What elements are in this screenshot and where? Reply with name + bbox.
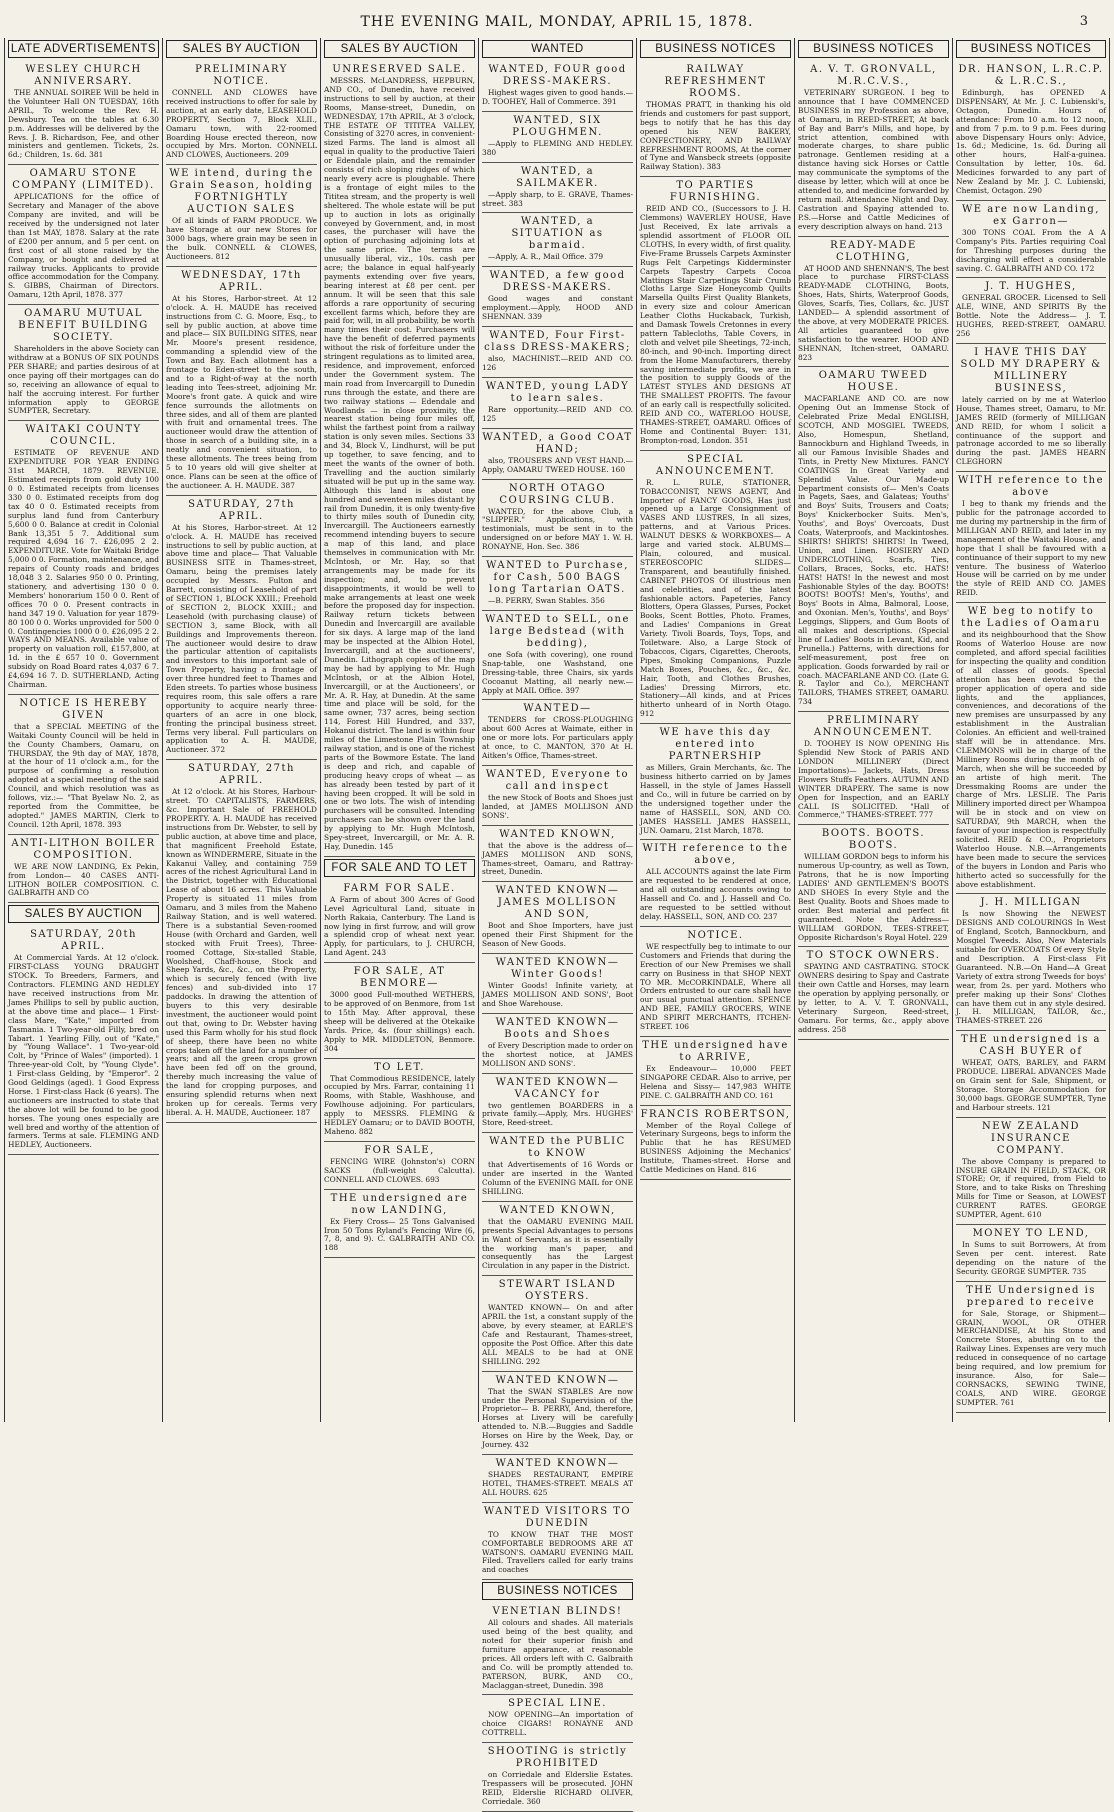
- ad-body: Member of the Royal College of Veterinary Surgeons, begs to inform the Public that he has RESUMED BUSINESS Adjoining the Mechanics' Institute, Thames-street. Horse and Cattle Medicines on Hand. 816: [640, 1120, 791, 1175]
- advertisement: [640, 61, 791, 177]
- ad-heading: WE intend, during the Grain Season, holding FORTNIGHTLY AUCTION SALES: [169, 168, 314, 216]
- ad-heading: OAMARU MUTUAL BENEFIT BUILDING SOCIETY.: [18, 308, 149, 344]
- advertisement: [482, 954, 633, 1014]
- advertisement: [482, 267, 633, 327]
- ad-heading: WE have this day entered into PARTNERSHIP: [659, 727, 772, 763]
- ad-body: Ex Endeavour— 10,000 FEET SINGAPORE CEDAR. Also to arrive, per Helena and Sissy— 147,983 WHITE PINE. C. GALBRAITH AND CO. 161: [640, 1063, 791, 1100]
- advertisement: [798, 825, 949, 947]
- ad-heading: WANTED KNOWN—VACANCY for: [495, 1076, 620, 1100]
- ad-heading: J. H. MILLIGAN: [980, 897, 1082, 909]
- ad-heading: WANTED—: [523, 703, 592, 715]
- advertisement: [956, 201, 1106, 279]
- column-subheader: BUSINESS NOTICES: [482, 1582, 633, 1600]
- column-2: [162, 38, 320, 1422]
- ad-body: MESSRS. McLANDRESS, HEPBURN, AND CO., of Dunedin, have received instructions to sell by auction, at their Rooms, Manse-street, Dunedin, on WEDNESDAY, 17th APRIL, At 3 o'clock, THE ESTATE OF TITITEA VALLEY, Consisting of 3270 acres, in convenient-sized Farms. The land is almost all equal in quality to the productive Taieri or Edendale plain, and the remainder consists of rich sloping ridges of which nearly every acre is ploughable. There is a frontage of eight miles to the Tititea stream, and the property is well sheltered. The whole estate will be put up to auction in lots as originally conveyed by Government, and, in most cases, the purchaser will have the option of purchasing adjoining lots at the same price. The terms are unusually liberal, viz., 10s. cash per acre; the balance in equal half-yearly payments extending over five years, bearing interest at £8 per cent. per annum. It will be seen that this sale affords a rare opportunity of securing excellent farms which, before they are paid for, will, in all probability, be worth many times their cost. Purchasers will have the benefit of deferred payments without the risk of forfeiture under the stringent regulations as to limited area, residence, and improvement, enforced under the Government system. The main road from Invercargill to Dunedin runs through the estate, and there are two railway stations — Edendale and Woodlands — in close proximity, the nearest station being four miles off, whilst the farthest point from a railway station is only seven miles. Sections 33 and 34, Block V., Lindhurst, will be put up together, to save fencing, and to meet the wants of the owner of both. Travelling and the auction similarly situated will be put up in the same way. Although this land is about one hundred and seventeen miles distant by rail from Dunedin, it is only twenty-five to thirty miles south of Dunedin city, Invercargill. The Auctioneers earnestly recommend intending buyers to secure a map of this land, and place themselves in communication with Mr. McIntosh, or Mr. Hay, so that arrangements may be made for its inspection; and, to prevent disappointments, it would be well to make arrangements at least one week before the proposed day for inspection. Railway return tickets between Dunedin and Invercargill are available for six days. A large map of the land may be inspected at the Albion Hotel, Invercargill, and at the auctioneers', Dunedin. Lithograph copies of the map may be had by applying to Mr. Hugh McIntosh, or at the Albion Hotel, Invercargill, or at the Auctioneers', or Mr. A. R. Hay, at Dunedin. At the same time and place will be sold, for the same owner, 737 acres, being section 114, Forest Hill Hundred, and 337, Hokanui district. The land is within four miles of the Limestone Plain Township railway station, and is one of the richest parts of the Bowmore Estate. The land is deep and rich, and capable of producing heavy crops of wheat — as has already been tested by part of it having been cropped. It will be sold in one or two lots. The wish of intending purchasers will be consulted. Intending purchasers can be shown over the land by applying to Mr. Hugh McIntosh, Spey-street, Invercargill, or Mr. A. R. Hay, Dunedin. 145: [324, 76, 475, 851]
- advertisement: [482, 557, 633, 611]
- advertisement: [482, 611, 633, 701]
- advertisement: [8, 695, 159, 835]
- ad-body: At his Stores, Harbor-street. At 12 o'clock. A. H. MAUDE has received instructions from C. G. Moore, Esq., to sell by public auction, at above time and place— SIX BUILDING SITES, near Mr. Moore's present residence, commanding a splendid view of the Town and Bay. Each allotment has a frontage to Eden-street to the south, and to a Right-of-way at the north leading into Tees-street, adjoining Mr. Moore's front gate. A quick and wire fence surrounds the allotments on three sides, and all of them are planted with fruit and ornamental trees. The auctioneer would draw the attention of those in search of a building site, in a neatly and convenient situation, to these allotments. The trees being from 5 to 10 years old will give shelter at once. Plans can be seen at the office of the auctioneer. A. H. MAUDE. 387: [166, 293, 317, 490]
- ad-body: At Commercial Yards. At 12 o'clock. FIRST-CLASS YOUNG DRAUGHT STOCK. To Breeders, Farmers, and Contractors. FLEMING AND HEDLEY have received instructions from Mr. James Phillips to sell by public auction, at the above time and place— 1 First-class Mare, "Kate," imported from Tasmania. 1 Two-year-old Filly, bred on Tabart. 1 Yearling Filly, out of "Kate," by "Young Wallace". 1 Two-year-old Colt, by "Prince of Wales" (imported). 1 Three-year-old Colt, by "Young Clyde". 1 First-class Gelding, by "Emperor". 2 Good Geldings (aged). 1 Good Express Horse. 1 First-class Hack (6 years). The auctioneers are instructed to state that the above lot will be found to be good horses. The young ones especially are well bred and worthy of the attention of farmers. Terms at sale. FLEMING AND HEDLEY, Auctioneers.: [8, 953, 159, 1150]
- ad-heading: SATURDAY, 27th APRIL.: [188, 498, 295, 522]
- column-header: WANTED: [482, 40, 633, 58]
- ad-heading: SPECIAL LINE.: [508, 1698, 607, 1710]
- ad-heading: THE undersigned have to ARRIVE,: [642, 1039, 789, 1063]
- column-6: [794, 38, 952, 1422]
- ad-heading: WANTED to Purchase, for Cash, 500 BAGS long Tartarian OATS.: [486, 560, 629, 596]
- advertisement: [956, 603, 1106, 894]
- ad-body: —Apply sharp, to E. GRAVE, Thames-street. 383: [482, 189, 633, 208]
- advertisement: [798, 61, 949, 237]
- ad-body: two gentlemen BOARDERS in a private family.—Apply, Mrs. HUGHES' Store, Reed-street.: [482, 1100, 633, 1128]
- ad-body: Winter Goods! Infinite variety, at JAMES MOLLISON AND SONS', Boot and Shoe Warehouse.: [482, 981, 633, 1008]
- masthead: [0, 0, 1114, 36]
- column-header: BUSINESS NOTICES: [956, 40, 1106, 58]
- ad-heading: I HAVE THIS DAY SOLD MY DRAPERY & MILLINERY BUSINESS,: [960, 346, 1102, 394]
- advertisement: [166, 165, 317, 267]
- ad-body: Edinburgh, has OPENED A DISPENSARY, At Mr. J. C. Lubienski's, Octagon, Dunedin. Hours of attendance: From 10 a.m. to 12 noon, and from 7 p.m. to 9 p.m. Fees during above Dispensary Hours only: Advice, 1s. 6d.; Medicine, 1s. 6d. During all other hours, Half-a-guinea. Consultation by letter, 10s. 6d. Medicines forwarded to any part of New Zealand by Mr. J. C. Lubienski, Chemist, Octagon. 290: [956, 88, 1106, 195]
- ad-heading: SPECIAL ANNOUNCEMENT.: [655, 453, 776, 477]
- ad-body: Of all kinds of FARM PRODUCE. We have Storage at our new Stores for 3000 bags, where grain may be seen in the bulk. CONNELL & CLOWES, Auctioneers. 812: [166, 216, 317, 261]
- ad-body: That Commodious RESIDENCE, lately occupied by Mrs. Farrar, containing 11 Rooms, with Stable, Washhouse, and Fowlhouse adjoining. For particulars, apply to MESSRS. FLEMING & HEDLEY Oamaru; or to DAVID BOOTH, Maheno. 882: [324, 1073, 475, 1136]
- ad-heading: VENETIAN BLINDS!: [492, 1606, 623, 1618]
- ad-heading: READY-MADE CLOTHING,: [830, 239, 917, 263]
- ad-heading: WITH reference to the above,: [642, 843, 789, 867]
- ad-heading: NOTICE IS HEREBY GIVEN: [19, 697, 148, 721]
- ad-heading: FRANCIS ROBERTSON,: [640, 1108, 791, 1120]
- advertisement: [956, 1282, 1106, 1413]
- advertisement: [640, 724, 791, 840]
- advertisement: [8, 165, 159, 305]
- ad-heading: PRELIMINARY ANNOUNCEMENT.: [813, 715, 934, 739]
- ad-body: Rare opportunity.—REID AND CO. 125: [482, 404, 633, 423]
- ad-heading: WANTED, SIX PLOUGHMEN.: [512, 114, 603, 138]
- ad-heading: WE beg to notify to the Ladies of Oamaru: [961, 606, 1101, 630]
- ad-body: WANTED, for the above Club, a "SLIPPER." Applications, with testimonials, must be sent in to the undersigned on or before MAY 1. W. H. RONAYNE, Hon. Sec. 386: [482, 506, 633, 552]
- ad-body: WE ARE NOW LANDING, Ex Pekin, from London— 40 CASES ANTI-LITHON BOILER COMPOSITION. C. GALBRAITH AND CO: [8, 861, 159, 898]
- advertisement: [798, 947, 949, 1039]
- advertisement: [166, 760, 317, 1123]
- ad-heading: TO STOCK OWNERS.: [806, 950, 941, 962]
- advertisement: [640, 927, 791, 1037]
- ad-heading: WANTED, Everyone to call and inspect: [485, 769, 630, 792]
- advertisement: [324, 963, 475, 1058]
- ad-body: WILLIAM GORDON begs to inform his numerous Up-country, as well as Town, Patrons, that he is now Importing LADIES' AND GENTLEMEN'S BOOTS AND SHOES In every Style and the Best Quality. Boots and Shoes made to order. Best material and perfect fit guaranteed. Note the Address— WILLIAM GORDON, TEES-STREET, Opposite Richardson's Royal Hotel. 229: [798, 852, 949, 942]
- ad-body: on Corriedale and Elderslie Estates. Trespassers will be prosecuted. JOHN REID, Elderslie RICHARD OLIVER, Corriedale. 360: [482, 1770, 633, 1806]
- advertisement: [640, 177, 791, 450]
- ad-heading: A. V. T. GRONVALL, M.R.C.V.S.,: [810, 64, 937, 87]
- ad-heading: WEDNESDAY, 17th APRIL.: [181, 269, 302, 293]
- ad-heading: WANTED, a Good COAT HAND;: [482, 431, 633, 455]
- ad-body: —Apply to FLEMING AND HEDLEY. 380: [482, 138, 633, 157]
- advertisement: [8, 421, 159, 694]
- ad-heading: WANTED the PUBLIC to KNOW: [489, 1136, 626, 1160]
- advertisement: [482, 1133, 633, 1202]
- advertisement: [482, 1202, 633, 1276]
- ad-heading: FOR SALE,: [364, 1144, 435, 1156]
- ad-heading: WANTED, FOUR good DRESS-MAKERS.: [488, 64, 627, 87]
- advertisement: [8, 835, 159, 904]
- ad-body: GENERAL GROCER. Licensed to Sell ALE, WINE, AND SPIRITS By the Bottle. Note the Address— J. T. HUGHES, REED-STREET, OAMARU. 256: [956, 293, 1106, 339]
- advertisement: [482, 429, 633, 480]
- advertisement: [324, 880, 475, 963]
- advertisement: [956, 1118, 1106, 1225]
- ad-body: R. L. RULE, STATIONER, TOBACCONIST, NEWS AGENT, And Importer of FANCY GOODS, Has just opened up a Large Consignment of VASES AND LUSTRES, In all sizes, patterns, and at Various Prices. WALNUT DESKS & WORKBOXES— A large and varied stock. ALBUMS— Plain, coloured, and musical. STEREOSCOPIC SLIDES— Transparent, and beautifully finished. CABINET PHOTOS Of illustrious men and celebrities, and of the latest fashionable actors. Papeteries, Fancy Blotters, Opera Glasses, Purses, Pocket Books, Scent Bottles, Photo. Frames, and Ladies' Companions in Great Variety. Tivoli Boards, Toys, Tops, and Toiletware. Also, a Large Stock of Tobaccos, Cigars, Cigarettes, Cheroots, Pipes, Smoking Companions, Puzzle Match Boxes, Pouches, &c., &c., &c. Hair, Tooth, and Clothes Brushes, Ladies' Dressing Mirrors, etc. Stationery—All kinds, and at Prices hitherto unheard of in North Otago. 912: [640, 477, 791, 719]
- ad-heading: TO PARTIES FURNISHING.: [669, 180, 762, 204]
- ad-body: APPLICATIONS for the office of Secretary and Manager of the above Company are invited, and will be received by the undersigned not later than 1st MAY, 1878. Salary at the rate of £200 per annum, and 5 per cent. on first cost of all stone raised by the Company, or bought and delivered at railway trucks. Applicants to provide office accommodation for the Company. S. GIBBS, Chairman of Directors. Oamaru, 12th April, 1878. 377: [8, 192, 159, 300]
- ad-heading: DR. HANSON, L.R.C.P. & L.R.C.S.,: [958, 64, 1104, 87]
- newspaper-title: THE EVENING MAIL, MONDAY, APRIL 15, 1878.: [360, 14, 754, 30]
- ad-body: D. TOOHEY IS NOW OPENING His Splendid New Stock of PARIS AND LONDON MILLINERY (Direct Importations)— Jackets, Hats, Dress Flowers Stuffs Feathers. AUTUMN AND WINTER DRAPERY. The same is now Open for Inspection, and an EARLY CALL IS SOLICITED. "Hall of Commerce," THAMES-STREET. 777: [798, 739, 949, 820]
- ad-heading: WANTED KNOWN,: [499, 1204, 616, 1216]
- ad-body: —Apply, A. R., Mail Office. 379: [488, 252, 604, 262]
- ad-heading: OAMARU STONE COMPANY (LIMITED).: [12, 168, 155, 192]
- ad-heading: UNRESERVED SALE.: [332, 64, 467, 75]
- advertisement: [482, 1695, 633, 1743]
- ad-heading: WANTED KNOWN—JAMES MOLLISON AND SON,: [495, 885, 620, 921]
- ad-body: THOMAS PRATT, in thanking his old friends and customers for past support, begs to notify that he has this day opened his NEW BAKERY, CONFECTIONERY, AND RAILWAY REFRESHMENT ROOMS, At the corner of Tyne and Wansbeck streets (opposite Railway Station). 383: [640, 100, 791, 172]
- advertisement: [482, 1503, 633, 1581]
- column-header: BUSINESS NOTICES: [798, 40, 949, 58]
- ad-heading: SATURDAY, 27th APRIL.: [188, 763, 295, 787]
- ad-body: lately carried on by me at Waterloo House, Thames street, Oamaru, to Mr. JAMES REID (formerly of MILLIGAN AND REID, for whom I solicit a continuance of the support and patronage accorded to me so liberally during the past. JAMES HEARN CLEGHORN: [956, 394, 1106, 467]
- advertisement: [482, 1372, 633, 1455]
- advertisement: [482, 61, 633, 112]
- column-header: SALES BY AUCTION: [324, 40, 475, 58]
- advertisement: [482, 1074, 633, 1134]
- advertisement: [324, 61, 475, 857]
- ad-body: NOW OPENING—An importation of choice CIGARS! RONAYNE AND COTTRELL.: [482, 1710, 633, 1738]
- ad-heading: WANTED, a few good DRESS-MAKERS.: [489, 270, 626, 294]
- advertisement: [482, 1014, 633, 1074]
- advertisement: [482, 700, 633, 766]
- ad-heading: TO LET.: [374, 1061, 425, 1073]
- ad-heading: WANTED, young LADY to learn sales.: [485, 380, 630, 404]
- ad-body: WANTED KNOWN— On and after APRIL the 1st, a constant supply of the above, by every steamer, at EARLE'S Cafe and Restaurant, Thames-street, opposite the Post Office. After this date ALL MEALS to be had at ONE SHILLING. 292: [482, 1303, 633, 1366]
- advertisement: [482, 826, 633, 883]
- ad-body: ESTIMATE OF REVENUE AND EXPENDITURE FOR YEAR ENDING 31st MARCH, 1879. REVENUE. Estimated receipts from gold duty 100 0 0. Estimated receipts from licenses 330 0 0. Estimated receipts from dog tax 40 0 0. Estimated receipts from surplus land fund from Canterbury 5,600 0 0. Balance at credit in Colonial Bank 13,351 5 7. Additional sum required 4,694 16 7. £26,095 2 2. EXPENDITURE. Vote for Waitaki Bridge 5,000 0 0. Formation, maintenance, and repairs of County roads and bridges 18,048 3 2. Salaries 950 0 0. Printing, stationery, and advertising 130 0 0. Members' honorarium 150 0 0. Rent of offices 70 0 0. Present contracts in hand 347 19 0. Valuation for year 1879-80 100 0 0. Works unprovided for 500 0 0. Contingencies 1000 0 0. £26,095 2 2. WAYS AND MEANS. Available value of property on valuation roll, £157,800, at 1d. in the £ 657 10 0. Government subsidy on Road Board rates 4,037 6 7. £4,694 16 7. D. SUTHERLAND, Acting Chairman.: [8, 448, 159, 689]
- advertisement: [482, 882, 633, 954]
- ad-heading: WANTED VISITORS TO DUNEDIN: [483, 1505, 632, 1529]
- advertisement: [956, 61, 1106, 201]
- ad-body: for Sale, Storage, or Shipment— GRAIN, WOOL, OR OTHER MERCHANDISE, At his Stone and Concrete Stores, abutting on to the Railway Lines. Expenses are very much reduced in consequence of no cartage being required, and low premium for insurance. Also, for Sale— CORNSACKS, SEWING TWINE, COALS, AND WIRE. GEORGE SUMPTER. 761: [956, 1308, 1106, 1407]
- ad-body: Ex Fiery Cross— 25 Tons Galvanised Iron 50 Tons Ryland's Fencing Wire (6, 7, 8, and 9). C. GALBRAITH AND CO. 188: [324, 1216, 475, 1253]
- advertisement: [482, 766, 633, 826]
- ad-heading: PRELIMINARY NOTICE.: [195, 64, 288, 87]
- ad-body: that the above is the address of—JAMES MOLLISON AND SONS, Thames-street, Oamaru, and Rattray-street, Dunedin.: [482, 840, 633, 877]
- ad-body: AT HOOD AND SHENNAN'S, The best place to purchase FIRST-CLASS READY-MADE CLOTHING, Boots, Shoes, Hats, Shirts, Waterproof Goods, Gloves, Scarfs, Ties, Collars, &c. JUST LANDED— A splendid assortment of the above, at very MODERATE PRICES. All articles guaranteed to give satisfaction to the wearer. HOOD AND SHENNAN, Itchen-street, OAMARU. 823: [798, 263, 949, 362]
- ad-heading: NOTICE.: [687, 929, 744, 941]
- advertisement: [640, 451, 791, 724]
- ad-heading: WANTED, Four First-class DRESS-MAKERS;: [484, 330, 631, 354]
- column-1: [4, 38, 162, 1422]
- ad-heading: OAMARU TWEED HOUSE.: [818, 370, 929, 394]
- advertisement: [8, 305, 159, 421]
- ad-body: Boot and Shoe Importers, have just opened their First Shipment for the Season of New Goods.: [482, 921, 633, 949]
- ad-heading: THE Undersigned is prepared to receive: [966, 1284, 1096, 1308]
- ad-body: the new Stock of Boots and Shoes just landed, at JAMES MOLLISON AND SONS'.: [482, 793, 633, 820]
- ad-heading: NORTH OTAGO COURSING CLUB.: [499, 482, 616, 506]
- ad-body: MACFARLANE AND CO. are now Opening Out an Immense Stock of Celebrated Prize Medal ENGLISH, SCOTCH, AND MOSGIEL TWEEDS, Also, Homespun, Shetland, Bannockburn and Highland Tweeds, in all our Famous Invisible Shades and Tints, in Pretty New Mixtures. FANCY COATINGS In Great Variety and Splendid Value. Our Made-up Department consists of— Men's Coats in Pagets, Saes, and Galateas; Youths' and Boys' Suits, Trousers and Coats; Boys' Knickerbocker Suits. Men's, Youths', and Boys' Overcoats, Dust Coats, Waterproofs, and Mackintoshes. SHIRTS! SHIRTS! SHIRTS! In Tweed, Union, and Linen. HOSIERY AND UNDERCLOTHING, Scarfs, Ties, Collars, Braces, Socks, etc. HATS! HATS! HATS! In the newest and most Fashionable Styles of the day. BOOTS! BOOTS! BOOTS! Men's, Youths', and Boys' Boots in Alma, Balmoral, Loose, and Oxonian. Men's, Youths', and Boys' Leggings, Slippers, and Gum Boots of all makes and descriptions. (Special line of Ladies' Boots in Levant, Kid, and Prunella.) Patterns, with directions for self-measurement, post free on application. Goods forwarded by rail or coach. MACFARLANE AND CO. (Late G. R. Taylor and Co.), MERCHANT TAILORS, THAMES STREET, OAMARU. 734: [798, 394, 949, 707]
- ad-body: 300 TONS COAL From the A A Company's Pits. Parties requiring Coal for Threshing purposes during the discharging will effect a considerable saving. C. GALBRAITH AND CO. 172: [956, 227, 1106, 273]
- ad-heading: WANTED to SELL, one large Bedstead (with bedding),: [485, 613, 630, 649]
- advertisement: [166, 61, 317, 165]
- ad-heading: WANTED KNOWN—Boots and Shoes: [495, 1016, 620, 1040]
- advertisement: [482, 327, 633, 378]
- advertisement: [324, 1142, 475, 1190]
- ad-body: and its neighbourhood that the Show Rooms of Waterloo House are now completed, and afford special facilities for inspecting the quality and condition of all classes of goods. Special attention has been devoted to the proper application of opera and side lights, and the appliances, conveniences, and decorations of the new premises are unsurpassed by any establishment in the Australian Colonies. An efficient and well-trained staff will be in attendance. Mrs. CLEMMONS will be in charge of the Millinery Rooms during the month of March, when she will be succeeded by an artiste of high merit. The Dressmaking Rooms are under the charge of Mrs. LESLIE. The Paris Millinery imported direct per Whampoa will be in stock and on view on SATURDAY, 9th MARCH, when the favour of your inspection is respectfully solicited. REID & CO., Proprietors Waterloo House. N.B.—Arrangements have been made to secure the services of the buyers in London and Paris who hitherto acted so successfully for the above establishment.: [956, 630, 1106, 889]
- ad-body: that a SPECIAL MEETING of the Waitaki County Council will be held in the County Chambers, Oamaru, on THURSDAY, the 9th day of MAY, 1878, at the hour of 11 o'clock a.m., for the purpose of confirming a resolution adopted at a special meeting of the said Council, and which resolution was as follows, viz.:— "That Byelaw No. 2, as reported from the Committee, be adopted." JAMES MARTIN, Clerk to Council. 12th April, 1878. 393: [8, 721, 159, 829]
- column-header: BUSINESS NOTICES: [640, 40, 791, 58]
- ad-body: also, MACHINIST.—REID AND CO. 126: [482, 354, 633, 372]
- ad-body: SPAYING AND CASTRATING. STOCK OWNERS desiring to Spay and Castrate their own Cattle and Horses, may learn the operation by applying personally, or by letter, to A. V. T. GRONVALL, Veterinary Surgeon, Reed-street, Oamaru. For terms, &c., apply above address. 258: [798, 962, 949, 1034]
- ad-body: SHADES RESTAURANT, EMPIRE HOTEL, THAMES-STREET. MEALS AT ALL HOURS. 625: [482, 1469, 633, 1497]
- ad-heading: WESLEY CHURCH ANNIVERSARY.: [25, 64, 142, 87]
- ad-body: 3000 good Full-mouthed WETHERS, to be approved of on Benmore, from 1st to 15th May. After approval, these sheep will be delivered at the Otekaike Yards. Price, 4s. (four shillings) each. Apply to MR. MIDDLETON, Benmore. 304: [324, 990, 475, 1053]
- ad-body: TO KNOW THAT THE MOST COMFORTABLE BEDROOMS ARE AT WATSON'S. OAMARU EVENING MAIL Filed. Travellers called for early trains and coaches: [482, 1529, 633, 1575]
- newspaper-columns: [4, 38, 1110, 1806]
- advertisement: [482, 1276, 633, 1371]
- advertisement: [482, 1603, 633, 1695]
- advertisement: [8, 926, 159, 1155]
- advertisement: [482, 480, 633, 558]
- ad-heading: STEWART ISLAND OYSTERS.: [498, 1279, 617, 1303]
- advertisement: [640, 1037, 791, 1106]
- ad-body: All colours and shades. All materials used being of the best quality, and noted for their superior finish and furniture appearance, at reasonable prices. All orders left with C. Galbraith and Co. will be promptly attended to. PATERSON, BURK, AND CO., Maclaggan-street, Dunedin. 398: [482, 1618, 633, 1690]
- ad-body: TENDERS for CROSS-PLOUGHING about 600 Acres at Waimate, either in one or more lots. For particulars apply at once, to C. MANTON, 370 At H. Aitken's Office, Thames-street.: [482, 715, 633, 761]
- column-3: [320, 38, 478, 1422]
- ad-heading: WANTED KNOWN,: [499, 828, 616, 840]
- ad-body: FENCING WIRE (Johnston's) CORN SACKS (full-weight Calcutta). CONNELL AND CLOWES. 693: [324, 1156, 475, 1184]
- column-5: [636, 38, 794, 1422]
- ad-body: At his Stores, Harbor-street. At 12 o'clock. A. H. MAUDE has received instructions to sell by public auction, at above time and place— That Valuable BUSINESS SITE in Thames-street, Oamaru, being the premises lately occupied by Messrs. Fulton and Barrett, consisting of Leasehold of part of SECTION 1, BLOCK XXIII.; Freehold of SECTION 2, BLOCK XXIII.; and Leasehold (with purchasing clause) of SECTION 3, same Block, with all Buildings and Improvements thereon. The auctioneer would desire to draw the particular attention of capitalists and investors to this important sale of Town Property, having a frontage of over three hundred feet to Thames and Eden streets. To parties whose business requires room, this sale offers a rare opportunity to acquire nearly three-quarters of an acre in one block, fronting the principal business street. Terms very liberal. Full particulars on application to A. H. MAUDE, Auctioneer. 372: [166, 522, 317, 755]
- ad-body: I beg to thank my friends and the public for the patronage accorded to me during my partnership in the firm of MILLIGAN AND REID, and later in my management of the Waitaki House, and hope that I shall be favoured with a continuance of their support to my new venture. The business of Waterloo House will be carried on by me under the style of REID AND CO. JAMES REID.: [956, 499, 1106, 598]
- column-subheader: FOR SALE AND TO LET: [324, 859, 475, 877]
- ad-body: THE ANNUAL SOIREE Will be held in the Volunteer Hall ON TUESDAY, 16th APRIL, To welcome the Rev. H. Dewsbury. Tea on the tables at 6.30 p.m. Addresses will be delivered by the Revs. J. B. Richardson, Fee, and other ministers and gentlemen. Tickets, 2s. 6d.; Children, 1s. 6d. 381: [8, 88, 159, 160]
- advertisement: [482, 213, 633, 267]
- ad-heading: WANTED, a SITUATION as barmaid.: [511, 216, 604, 252]
- advertisement: [640, 1106, 791, 1180]
- ad-heading: WE are now Landing, ex Garron—: [962, 203, 1100, 227]
- advertisement: [482, 112, 633, 163]
- ad-heading: NEW ZEALAND INSURANCE COMPANY.: [981, 1120, 1081, 1156]
- advertisement: [8, 61, 159, 165]
- ad-body: Highest wages given to good hands.—D. TOOHEY, Hall of Commerce. 391: [482, 88, 633, 106]
- advertisement: [640, 840, 791, 926]
- ad-heading: BOOTS. BOOTS. BOOTS.: [821, 828, 926, 852]
- ad-body: —B. PERRY, Swan Stables. 356: [488, 596, 605, 606]
- ad-heading: WANTED, a SAILMAKER.: [516, 165, 599, 189]
- advertisement: [956, 1225, 1106, 1282]
- ad-body: The above Company is prepared to INSURE GRAIN IN FIELD, STACK, OR STORE; Or, if required, from Field to Store, and to take Risks on Threshing Mills for Time or Season, at LOWEST CURRENT RATES. GEORGE SUMPTER, Agent. 610: [956, 1156, 1106, 1220]
- ad-heading: MONEY TO LEND,: [972, 1228, 1090, 1239]
- column-header: LATE ADVERTISEMENTS: [8, 40, 159, 58]
- column-7: [952, 38, 1110, 1422]
- ad-heading: ANTI-LITHON BOILER COMPOSITION.: [11, 837, 156, 861]
- ad-heading: WITH reference to the above: [957, 475, 1105, 499]
- advertisement: [956, 894, 1106, 1031]
- advertisement: [482, 163, 633, 214]
- ad-heading: THE undersigned are now LANDING,: [330, 1192, 469, 1216]
- ad-heading: THE undersigned is a CASH BUYER of: [961, 1034, 1101, 1058]
- advertisement: [956, 1031, 1106, 1117]
- ad-heading: FARM FOR SALE.: [343, 882, 456, 894]
- advertisement: [798, 237, 949, 368]
- ad-heading: SHOOTING is strictly PROHIBITED: [487, 1746, 628, 1770]
- ad-body: At 12 o'clock. At his Stores, Harbour-street. TO CAPITALISTS, FARMERS, &c. Important Sale of FREEHOLD PROPERTY. A. H. MAUDE has received instructions from Dr. Webster, to sell by public auction, at above time and place, that magnificent Freehold Estate, known as WINDERMERE, Situate in the Kakanui Valley, and containing 759 acres of the richest Agricultural Land in the District, together with Educational Lease of about 16 acres. This Valuable Property is situated 11 miles from Oamaru, and 3 miles from the Maheno Railway Station, and is well watered. There is a substantial Seven-roomed House (with Orchard and Garden, well stocked with Fruit Trees), Three-roomed Cottage, Six-stalled Stable, Woolshed, Chaff-house, Stock and Sheep Yards, &c., &c., on the Property, which is securely fenced (with live fences) and sub-divided into 17 paddocks. In drawing the attention of buyers to this very desirable investment, the auctioneer would point out that, owing to Dr. Webster having used this Farm wholly for his stud flock of sheep, there have been no white crops taken off the land for a number of years; and all the green crops grown have been fed off on the ground, thereby much increasing the value of the land for cropping purposes, and ensuring splendid returns when next broken up for cereals. Terms very liberal. A. H. MAUDE, Auctioneer. 187: [166, 787, 317, 1117]
- advertisement: [324, 1059, 475, 1142]
- ad-body: WHEAT, OATS, BARLEY, and FARM PRODUCE. LIBERAL ADVANCES Made on Grain sent for Sale, Shipment, or Storage. Storage Accommodation for 30,000 bags. GEORGE SUMPTER, Tyne and Harbour streets. 121: [956, 1058, 1106, 1112]
- ad-body: That the SWAN STABLES Are now under the Personal Supervision of the Proprietor— B. PERRY, And, therefore, Horses at Livery will be carefully attended to. N.B.—Buggies and Saddle Horses on Hire by the Week, Day, or Journey. 432: [482, 1386, 633, 1450]
- advertisement: [166, 496, 317, 761]
- ad-body: Is now Showing the NEWEST DESIGNS AND COLOURINGS In West of England, Scotch, Bannockburn, and Mosgiel Tweeds. Also, New Materials suitable for OVERCOATS Of every Style and Description. A First-class Fit Guaranteed. N.B.—On Hand—A Great Variety of extra strong Tweeds for boys' wear, from 2s. per yard. Mothers who prefer making up their Sons' Clothes can have them cut in any style desired. J. H. MILLIGAN, TAILOR, &c., THAMES-STREET. 226: [956, 909, 1106, 1026]
- page-number: 3: [1079, 14, 1088, 29]
- advertisement: [166, 267, 317, 496]
- ad-body: In Sums to suit Borrowers, At from Seven per cent. interest. Rate depending on the nature of the Security. GEORGE SUMPTER. 735: [956, 1240, 1106, 1276]
- ad-heading: WANTED KNOWN—Winter Goods!: [495, 957, 620, 981]
- ad-body: one Sofa (with covering), one round Snap-table, one Washstand, one Dressing-table, three Chairs, six yards Cocoanut Matting, all nearly new.—Apply at MAIL Office. 397: [482, 649, 633, 695]
- ad-body: ALL ACCOUNTS against the late Firm are requested to be rendered at once, and all outstanding accounts owing to Hassell and Co. and J. Hassell and Co. are requested to be settled without delay. HASSELL, SON, AND CO. 237: [640, 867, 791, 921]
- ad-body: Shareholders in the above Society can withdraw at a BONUS OF SIX POUNDS PER SHARE; and parties desirous of at once paying off their mortgages can do so, receiving an allowance of equal to half the accruing interest. For further information apply to GEORGE SUMPTER, Secretary.: [8, 344, 159, 416]
- ad-heading: SATURDAY, 20th APRIL.: [30, 929, 137, 953]
- ad-heading: WAITAKI COUNTY COUNCIL.: [25, 424, 142, 448]
- ad-body: VETERINARY SURGEON. I beg to announce that I have COMMENCED BUSINESS in my Profession as above, at Oamaru, in REED-STREET, At back of Bay and Barr's Mills, and hope, by strict attention, combined with moderate charges, to share public patronage. Gentlemen residing at a distance having sick Horses or Cattle may communicate the symptoms of the disease by letter, which will at once be attended to, and medicine forwarded by return mail. Attendance Night and Day. Castration and Spaying attended to. P.S.—Horse and Cattle Medicines of every description always on hand. 213: [798, 88, 949, 231]
- ad-heading: J. T. HUGHES,: [985, 281, 1077, 293]
- ad-body: that the OAMARU EVENING MAIL presents Special Advantages to persons in Want of Servants, as it is essentially the working man's paper, and consequently has the Largest Circulation in any paper in the District.: [482, 1216, 633, 1271]
- ad-body: CONNELL AND CLOWES have received instructions to offer for sale by auction, at an early date, LEASEHOLD PROPERTY, Section 7, Block XLII., Oamaru town, with 22-roomed Boarding House erected thereon, now occupied by Mrs. Morton. CONNELL AND CLOWES, Auctioneers. 209: [166, 88, 317, 160]
- advertisement: [482, 1743, 633, 1812]
- column-header: SALES BY AUCTION: [166, 40, 317, 58]
- column-4: [478, 38, 636, 1806]
- ad-body: as Millers, Grain Merchants, &c. The business hitherto carried on by James Hassell, in the style of James Hassell and Co., will in future be carried on by the undersigned together under the name of HASSELL, SON, AND CO. JAMES HASSELL JAMES HASSELL, JUN. Oamaru, 21st March, 1878.: [640, 763, 791, 835]
- ad-body: WE respectfully beg to intimate to our Customers and Friends that during the Erection of our New Premises we shall carry on Business in that SHOP NEXT TO MR. McCORKINDALE, Where all Orders entrusted to our care shall have our usual punctual attention. SPENCE AND BEE, FAMILY GROCERS, WINE AND SPIRIT MERCHANTS, ITCHEN-STREET. 106: [640, 941, 791, 1032]
- advertisement: [324, 1190, 475, 1259]
- advertisement: [482, 1455, 633, 1503]
- ad-heading: WANTED KNOWN—: [495, 1457, 620, 1469]
- advertisement: [798, 712, 949, 825]
- ad-body: Good wages and constant employment.—Apply, HOOD AND SHENNAN. 339: [482, 294, 633, 322]
- ad-body: A Farm of about 300 Acres of Good Level Agricultural Land, situate in North Rakaia, Canterbury. The Land is now lying in first furrow, and will grow a splendid crop of wheat next year. Apply, for particulars, to J. CHURCH, Land Agent. 243: [324, 894, 475, 958]
- advertisement: [798, 367, 949, 712]
- ad-heading: RAILWAY REFRESHMENT ROOMS.: [664, 64, 767, 99]
- ad-heading: FOR SALE, AT BENMORE—: [353, 966, 446, 990]
- column-subheader: SALES BY AUCTION: [8, 905, 159, 923]
- advertisement: [956, 278, 1106, 344]
- advertisement: [956, 472, 1106, 603]
- ad-body: also, TROUSERS AND VEST HAND.—Apply, OAMARU TWEED HOUSE. 160: [482, 455, 633, 474]
- ad-body: REID AND CO., (Successors to J. H. Clemmons) WAVERLEY HOUSE, Have Just Received, Ex late arrivals a splendid assortment of FLOOR OIL CLOTHS, In every width, of first quality. Five-Frame Brussels Carpets Axminster Rugs Felt Carpetings Kidderminster Carpets Tapestry Carpets Cocoa Mattings Stair Carpetings Stair Crumb Cloths Large Size Honeycomb Quilts Marsella Quilts First Quality Blankets, in every size and colour American Leather Cloths Huckaback, Turkish, and Damask Towels Cretonnes in every pattern Tablecloths, Table Covers, in cloth and velvet pile Sheetings, 72-inch, 80-inch, and 90-inch. Importing direct from the Home Manufacturers, thereby saving intermediate profits, we are in the position to supply Goods of the LATEST STYLES AND DESIGNS AT THE SMALLEST PROFITS. The favour of an early call is respectfully solicited. REID AND CO., WATERLOO HOUSE, THAMES-STREET, OAMARU. Offices of Home and Continental Buyer: 131, Brompton-road, London. 351: [640, 204, 791, 445]
- advertisement: [482, 378, 633, 429]
- ad-body: of Every Description made to order on the shortest notice, at JAMES MOLLISON AND SONS'.: [482, 1040, 633, 1068]
- ad-heading: WANTED KNOWN—: [495, 1374, 620, 1386]
- advertisement: [956, 344, 1106, 472]
- ad-body: that Advertisements of 16 Words or under are inserted in the Wanted Column of the EVENING MAIL for ONE SHILLING.: [482, 1160, 633, 1196]
